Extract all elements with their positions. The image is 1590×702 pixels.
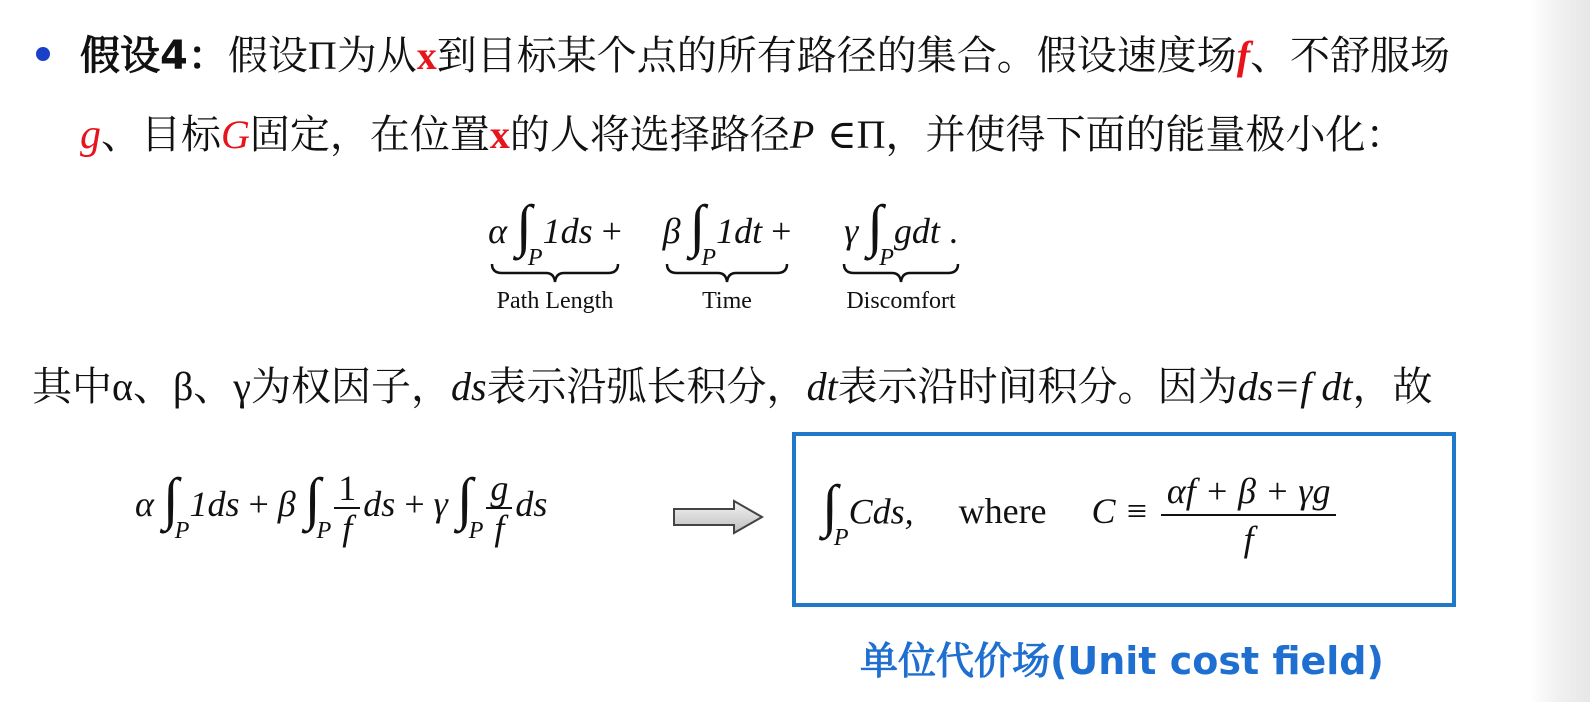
assumption-text: 为从 [336,33,417,79]
path-length-term [480,180,630,315]
cost-symbol: C ≡ [1091,491,1149,532]
assumption-text: 的人将选择路径 [509,112,790,158]
integral-sub: P [879,245,894,271]
ds-symbol: ds [450,364,487,409]
integral-sign: ∫ [689,193,706,258]
explanation-text: ，故 [1352,364,1433,410]
term-label: Time [702,288,752,314]
time-term [652,180,802,315]
where-text: where [958,491,1047,532]
coef-gamma: γ [844,211,859,251]
integral-sign: ∫ [304,466,321,531]
implies-arrow-icon [672,499,764,535]
goal-G: G [221,112,250,157]
assumption-text: ，并使得下面的能量极小化： [885,112,1406,158]
integral-sign: ∫ [456,466,473,531]
cost-fraction [1161,468,1337,562]
operator: + [404,484,425,524]
unit-cost-caption: 单位代价场(Unit cost field) [860,639,1384,683]
explanation-text: 表示沿时间积分。因为 [837,364,1238,410]
explanation-line [32,355,1432,412]
slide-edge-shadow [1530,0,1590,702]
explanation-text: 表示沿弧长积分， [486,364,807,410]
denominator: f [486,507,512,547]
explanation-text: 为权因子， [250,364,451,410]
path-P: P [789,112,815,157]
integral-sign: ∫ [822,473,838,539]
integral-sub: P [527,245,543,271]
fraction [334,469,360,547]
coef-gamma: γ [433,484,448,524]
coef-alpha: α [135,484,154,524]
integral-sign: ∫ [162,466,179,531]
integrand: gdt [893,211,940,251]
operator: + [248,484,269,524]
assumption-line-2 [80,103,1406,160]
numerator: αf + β + γg [1166,471,1331,511]
integral-sub: P [316,518,332,544]
assumption-text: 到目标某个点的所有路径的集合。假设速度场 [436,33,1237,79]
assumption-text: 、不舒服场 [1250,33,1451,79]
integral-sub: P [174,518,190,544]
denominator: f [1161,514,1337,562]
fraction [486,469,512,547]
speed-field-f: f [1236,33,1251,78]
discomfort-term [826,180,976,315]
unit-cost-box [792,432,1456,607]
assumption-text: 假设 [227,33,308,79]
integrand: 1ds [542,211,593,251]
unit-cost-equation [822,468,1339,562]
numerator: 1 [338,467,357,508]
term-label: Path Length [496,288,614,314]
assumption-label: 假设4： [80,33,228,79]
coef-beta: β [662,211,681,251]
operator: . [948,211,958,251]
operator: + [771,211,792,251]
integral-sign: ∫ [867,193,884,258]
bullet-icon [36,47,50,61]
assumption-text: 、目标 [101,112,221,158]
numerator: g [490,467,509,508]
coef-alpha: α [488,211,507,251]
integral-sub: P [833,525,849,552]
assumption-text: 固定，在位置 [249,112,490,158]
explanation-text: 其中 [32,364,112,410]
assumption-line-1 [80,24,1450,81]
pi-symbol: Π [307,33,337,78]
integral-sign: ∫ [516,193,532,258]
integrand: ds [515,484,548,524]
element-of-pi: ∈Π [827,112,886,157]
integrand: 1ds [189,484,240,524]
coef-beta: β [277,484,296,524]
energy-equation [480,180,1000,330]
integral-sub: P [468,518,484,544]
dt-symbol: dt [806,364,838,409]
rewritten-energy-equation [135,463,547,547]
integral-sub: P [701,245,717,271]
position-x: x [416,33,437,78]
discomfort-field-g: g [80,112,101,158]
position-x: x [489,112,510,157]
integrand: 1dt [716,211,763,251]
weight-factors: α、β、γ [112,364,251,409]
integrand: Cds, [848,491,914,532]
ds-relation: ds=f dt [1237,364,1353,409]
integrand: ds [363,484,396,524]
term-label: Discomfort [846,288,956,314]
operator: + [601,211,622,251]
denominator: f [334,507,360,547]
